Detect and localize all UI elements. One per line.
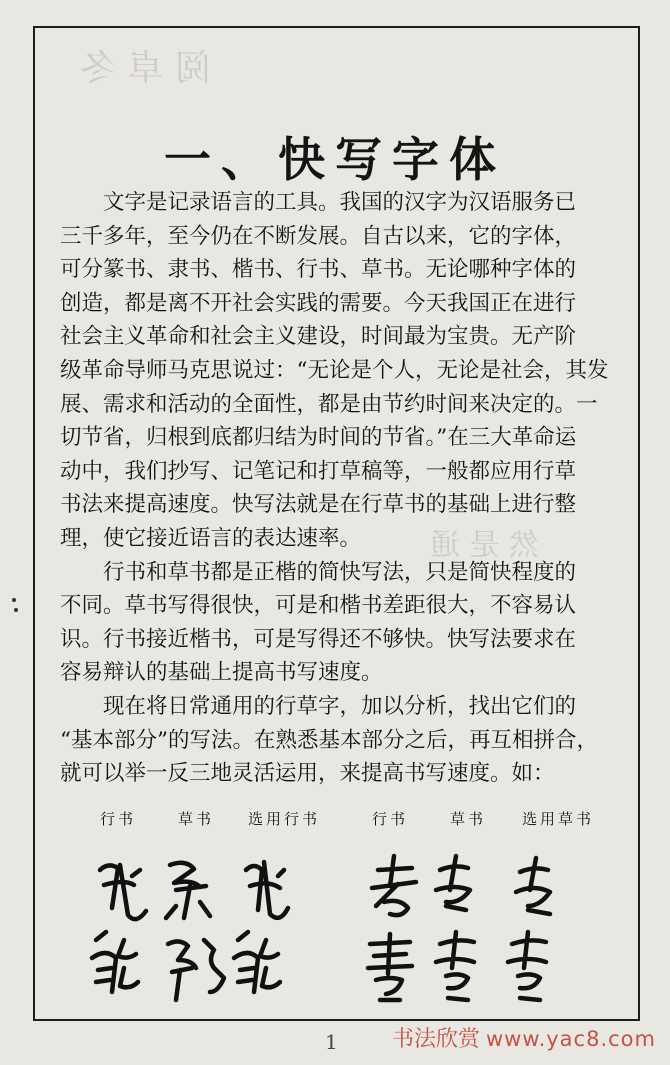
calligraphy-glyph [372,856,416,915]
page-title: 一、快写字体 [164,133,506,189]
paragraph-3 [60,690,636,791]
text-line: 文字是记录语言的工具。我国的汉字为汉语服务已 [60,190,577,215]
calligraphy-glyph [436,932,474,1000]
bleed-through-texture-2: 然 是 通 [430,528,540,563]
column-header-cursive-script-2: 草书 [450,810,487,828]
paragraph-1 [60,186,636,556]
column-header-cursive-script: 草书 [178,810,215,828]
page-number: 1 [325,1030,338,1054]
example-column-headers [60,808,620,830]
body-text [60,186,636,791]
text-line: 就可以举一反三地灵活运用，来提高书写速度。如： [60,761,555,787]
text-line: 容易辩认的基础上提高书写速度。 [60,660,383,686]
text-line: 动中，我们抄写、记笔记和打草稿等，一般都应用行草 [60,458,577,484]
column-header-running-script: 行书 [100,810,137,828]
text-line: 识。行书接近楷书，可是写得还不够快。快写法要求在 [60,626,577,652]
text-line: 三千多年，至今仍在不断发展。自古以来，它的字体， [60,223,577,249]
calligraphy-glyph [234,932,280,992]
text-line: 创造，都是离不开社会实践的需要。今天我国正在进行 [60,290,577,316]
calligraphy-glyph [92,932,138,992]
text-line: 可分篆书、隶书、楷书、行书、草书。无论哪种字体的 [60,257,577,283]
calligraphy-glyph [436,856,470,910]
calligraphy-glyph [508,932,546,1000]
calligraphy-glyph [246,862,288,918]
margin-mark-2 [14,608,18,612]
calligraphy-glyph [166,863,210,918]
text-line: “基本部分”的写法。在熟悉基本部分之后，再互相拼合， [60,727,598,753]
text-line: 切节省，归根到底都归结为时间的节省。”在三大革命运 [60,425,577,451]
calligraphy-examples [0,840,670,1030]
paragraph-2 [60,556,636,690]
calligraphy-glyph [168,940,224,1000]
text-line: 理，使它接近语言的表达速率。 [60,525,362,551]
watermark-url: www.yac8.com [485,1027,656,1051]
text-line: 级革命导师马克思说过：“无论是个人，无论是社会，其发 [60,357,609,383]
text-line: 行书和草书都是正楷的简快写法，只是简快程度的 [60,559,577,585]
text-line: 书法来提高速度。快写法就是在行草书的基础上进行整 [60,492,577,518]
column-header-selected-cursive: 选用草书 [522,810,595,828]
calligraphy-glyph [516,858,550,914]
text-line: 现在将日常通用的行草字，加以分析，找出它们的 [60,693,577,719]
watermark-text: 书法欣赏 [391,1027,480,1052]
column-header-selected-running: 选用行书 [248,810,321,828]
text-line: 展、需求和活动的全面性，都是由节约时间来决定的。一 [60,391,598,417]
bleed-through-texture: 阅 卓 冬 [80,48,211,89]
site-watermark [392,1022,656,1053]
calligraphy-glyph [100,865,146,919]
calligraphy-glyph [368,934,412,1000]
text-line: 社会主义革命和社会主义建设，时间最为宝贵。无产阶 [60,324,577,350]
margin-mark [12,598,16,602]
text-line: 不同。草书写得很快，可是和楷书差距很大，不容易认 [60,593,577,619]
column-header-running-script-2: 行书 [372,810,409,828]
